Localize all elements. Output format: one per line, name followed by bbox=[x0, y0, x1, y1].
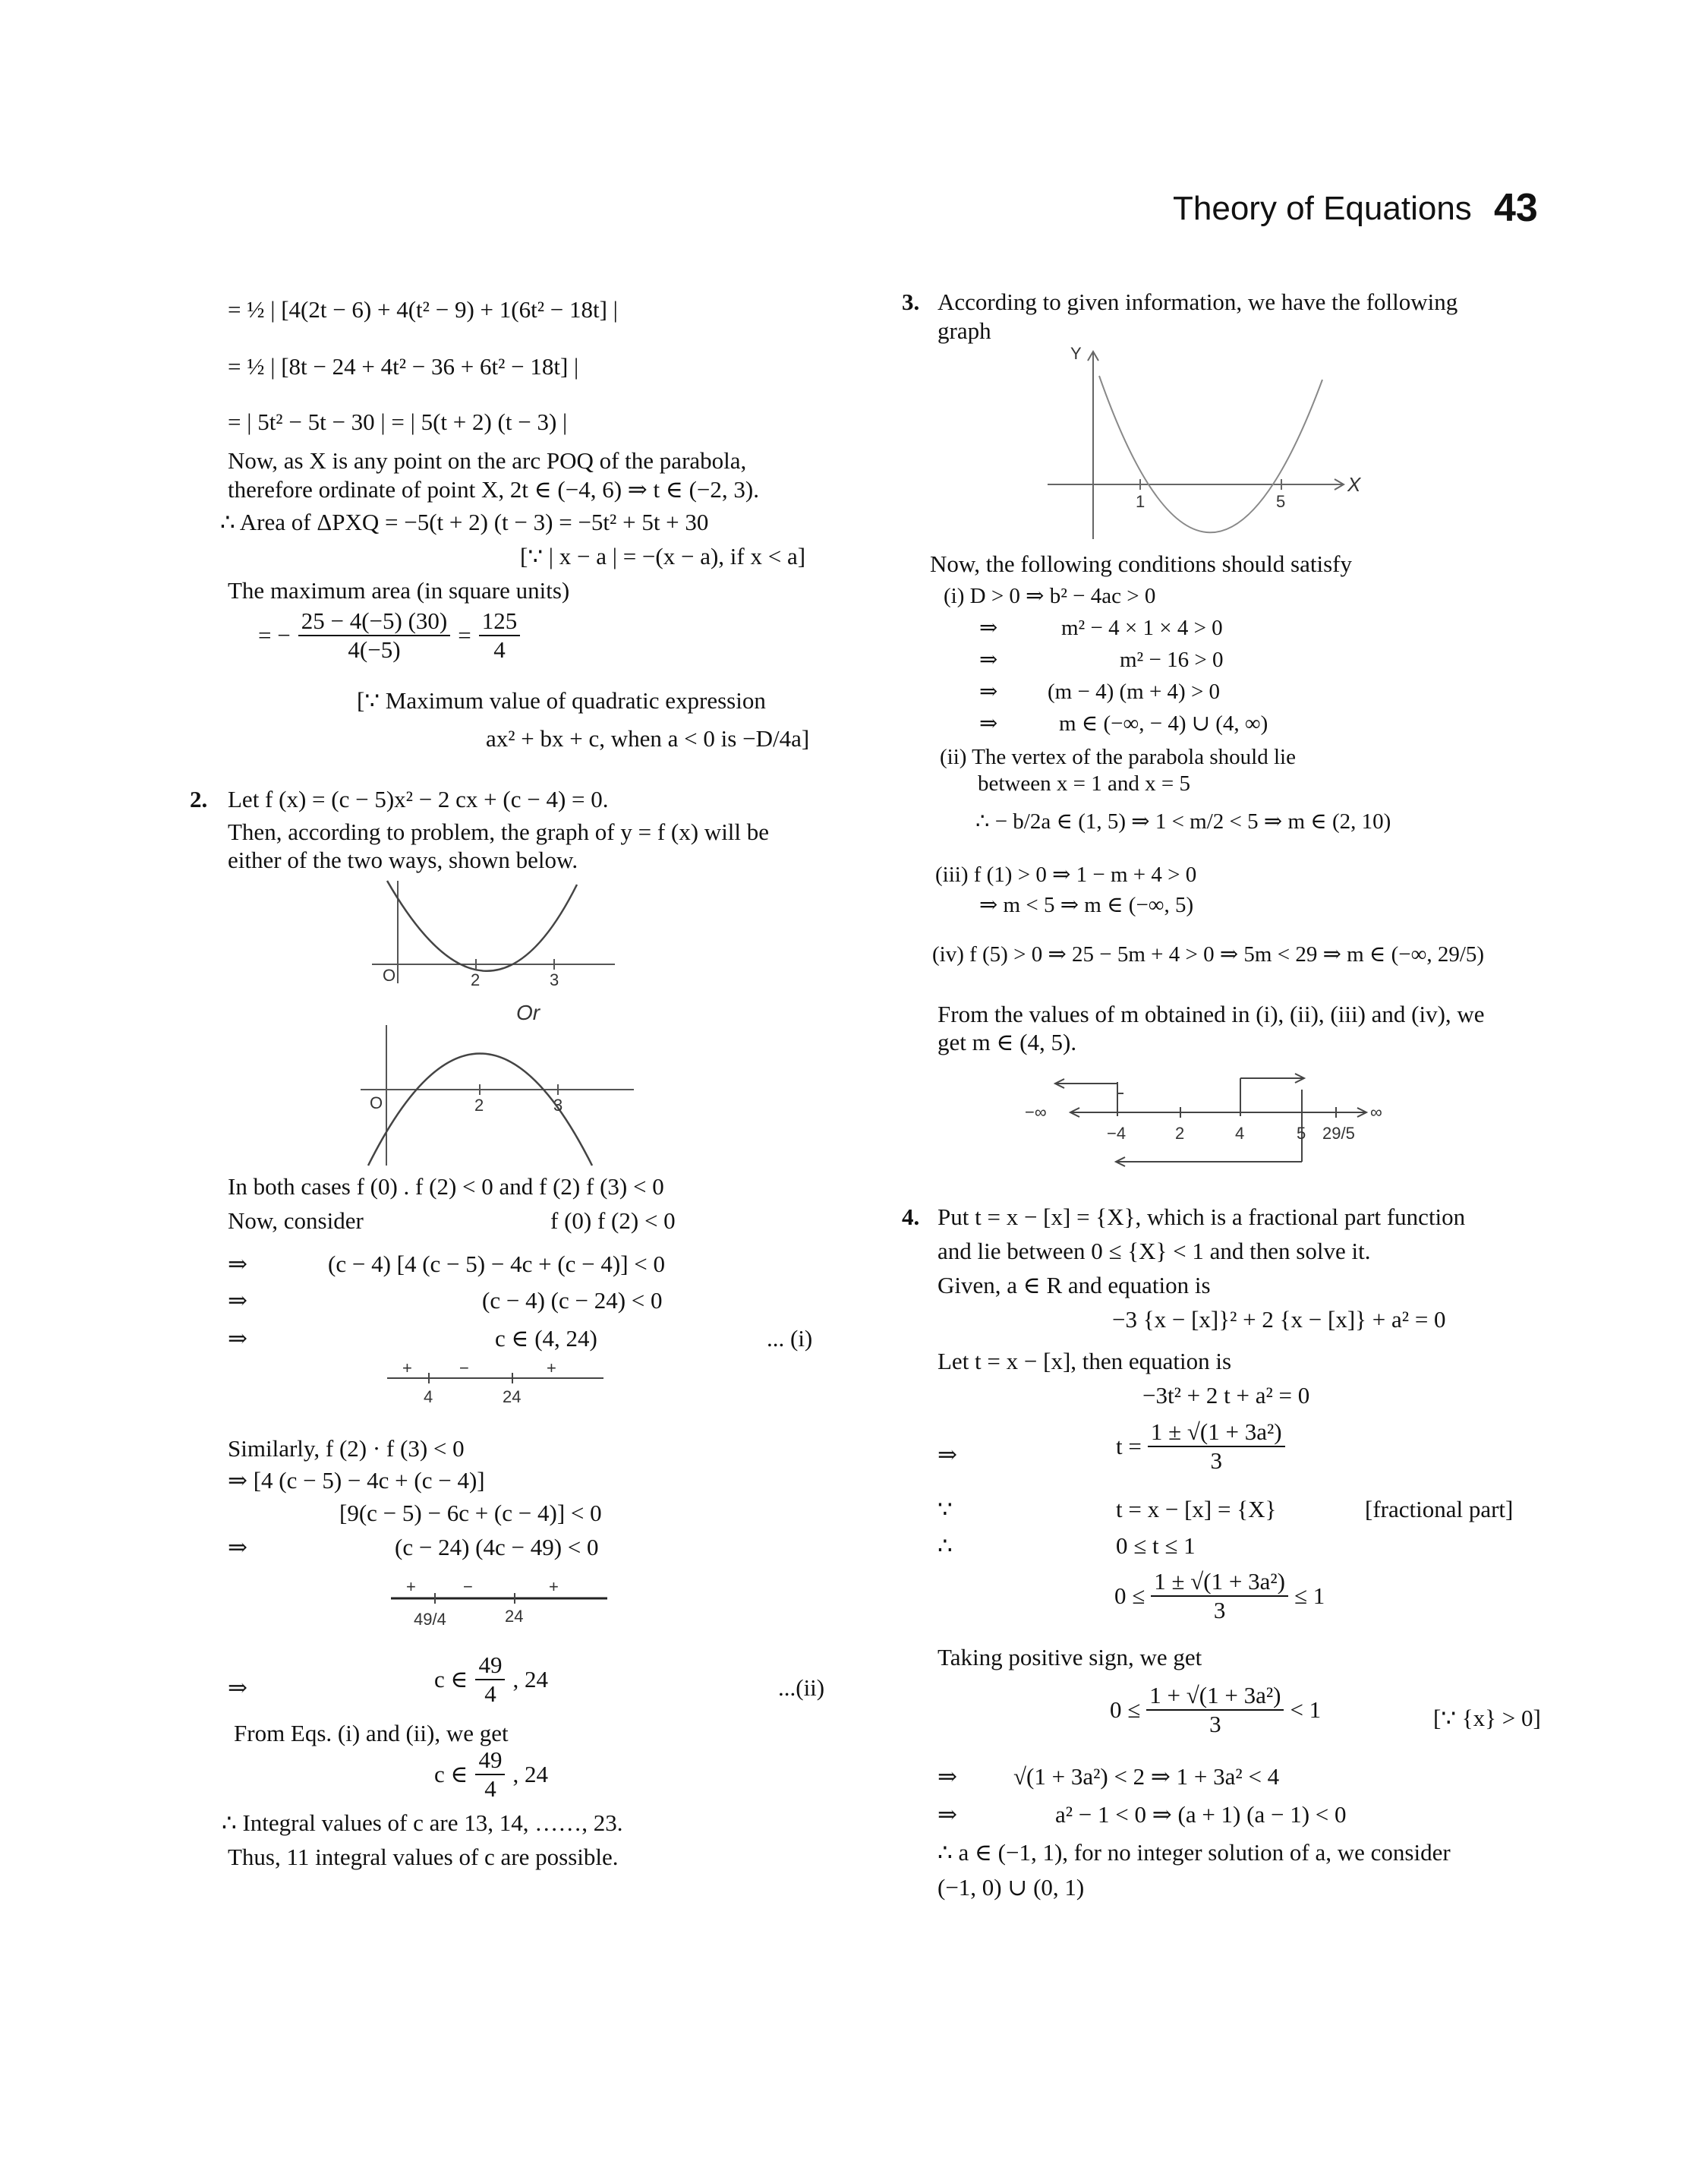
q3-cond-ii-a: (ii) The vertex of the parabola should lie bbox=[940, 745, 1296, 769]
q1-text-2: therefore ordinate of point X, 2t ∈ (−4, 6) ⇒ t ∈ (−2, 3). bbox=[228, 476, 759, 503]
running-header-title: Theory of Equations bbox=[1173, 190, 1472, 227]
q3-cond-i-b: m² − 16 > 0 bbox=[1120, 648, 1224, 672]
q2-result-1-num: 49 bbox=[475, 1651, 505, 1680]
q4-ineq2-pre: 0 ≤ bbox=[1110, 1696, 1141, 1723]
q2-conclusion: Thus, 11 integral values of c are possible. bbox=[228, 1844, 619, 1870]
nl1-sign-3: + bbox=[547, 1358, 556, 1377]
q2-step-6: (c − 24) (4c − 49) < 0 bbox=[395, 1534, 599, 1560]
arrow-3: ⇒ bbox=[228, 1325, 247, 1352]
nl1-sign-1: + bbox=[402, 1358, 412, 1377]
arrow-8: ⇒ bbox=[979, 680, 998, 704]
q3-cond-iv: (iv) f (5) > 0 ⇒ 25 − 5m + 4 > 0 ⇒ 5m < 29 ⇒ m ∈ (−∞, 29/5) bbox=[932, 942, 1485, 967]
graph2-tick-3: 3 bbox=[553, 1096, 563, 1115]
q2-result-2-num: 49 bbox=[475, 1746, 505, 1775]
q1-max-result-den: 4 bbox=[493, 636, 506, 663]
q4-inequality-2 bbox=[1110, 1682, 1321, 1738]
arrow-11: ⇒ bbox=[938, 1763, 957, 1790]
nl1-tick-24: 24 bbox=[503, 1387, 522, 1406]
q2-step-2: (c − 4) (c − 24) < 0 bbox=[482, 1287, 663, 1314]
q1-reason-2b: ax² + bx + c, when a < 0 is −D/4a] bbox=[486, 725, 810, 752]
arrow-4: ⇒ bbox=[228, 1534, 247, 1560]
arrow-12: ⇒ bbox=[938, 1801, 957, 1828]
q4-let-t: Let t = x − [x], then equation is bbox=[938, 1348, 1232, 1374]
q4-line-3: Given, a ∈ R and equation is bbox=[938, 1272, 1211, 1298]
q3-cond-ii-b: between x = 1 and x = 5 bbox=[978, 771, 1190, 796]
q4-final: (−1, 0) ∪ (0, 1) bbox=[938, 1874, 1085, 1901]
q4-t-fractional: t = x − [x] = {X} bbox=[1116, 1496, 1277, 1522]
nl2-tick-24: 24 bbox=[505, 1607, 524, 1626]
nl2-sign-2: − bbox=[463, 1577, 473, 1596]
q4-fractional-tag: [fractional part] bbox=[1365, 1496, 1514, 1522]
graph2-origin-label: O bbox=[370, 1093, 383, 1112]
nl2-sign-1: + bbox=[406, 1577, 416, 1596]
q2-result-1-den: 4 bbox=[484, 1680, 496, 1707]
arrow-5: ⇒ bbox=[228, 1674, 247, 1701]
q3-nl-tick-2: 2 bbox=[1175, 1124, 1185, 1143]
q2-integral-values: ∴ Integral values of c are 13, 14, ……, 23. bbox=[222, 1809, 623, 1836]
q2-graph-upward bbox=[372, 881, 622, 995]
q2-step-1: (c − 4) [4 (c − 5) − 4c + (c − 4)] < 0 bbox=[328, 1251, 666, 1277]
q2-similarly: Similarly, f (2) · f (3) < 0 bbox=[228, 1435, 465, 1462]
arrow-6: ⇒ bbox=[979, 616, 998, 640]
q4-number: 4. bbox=[902, 1203, 920, 1230]
q1-max-area-text: The maximum area (in square units) bbox=[228, 577, 570, 604]
q4-ineq1-frac bbox=[1151, 1568, 1288, 1624]
arrow-2: ⇒ bbox=[228, 1287, 247, 1314]
page-number: 43 bbox=[1494, 186, 1538, 230]
q2-step-5: [9(c − 5) − 6c + (c − 4)] < 0 bbox=[339, 1500, 602, 1526]
q2-line-1: Let f (x) = (c − 5)x² − 2 cx + (c − 4) = 0. bbox=[228, 786, 609, 812]
graph1-tick-2: 2 bbox=[471, 970, 481, 989]
q3-cond-iii-b: ⇒ m < 5 ⇒ m ∈ (−∞, 5) bbox=[979, 893, 1194, 917]
q3-nl-tick-29-5: 29/5 bbox=[1322, 1124, 1355, 1143]
q4-equation: −3 {x − [x]}² + 2 {x − [x]} + a² = 0 bbox=[1112, 1306, 1446, 1333]
q2-graph-downward bbox=[361, 1025, 641, 1169]
q2-result-1 bbox=[434, 1651, 548, 1708]
graph1-tick-3: 3 bbox=[550, 970, 559, 989]
q3-cond-i-c: (m − 4) (m + 4) > 0 bbox=[1048, 680, 1221, 704]
q3-conditions-intro: Now, the following conditions should satisfy bbox=[930, 550, 1352, 577]
q1-max-numerator: 25 − 4(−5) (30) bbox=[298, 607, 451, 636]
q3-graph bbox=[1048, 345, 1366, 543]
q4-range-a: ∴ a ∈ (−1, 1), for no integer solution of a, we consider bbox=[938, 1839, 1451, 1866]
nl2-tick-49-4: 49/4 bbox=[414, 1610, 446, 1629]
q3-cond-i: (i) D > 0 ⇒ b² − 4ac > 0 bbox=[944, 584, 1156, 608]
q4-t-num: 1 ± √(1 + 3a²) bbox=[1148, 1418, 1285, 1447]
q4-quadratic: −3t² + 2 t + a² = 0 bbox=[1142, 1382, 1310, 1409]
q4-ineq1-pre: 0 ≤ bbox=[1114, 1582, 1145, 1609]
q4-ineq2-frac bbox=[1146, 1682, 1284, 1738]
q4-ineq1-num: 1 ± √(1 + 3a²) bbox=[1151, 1568, 1288, 1597]
q3-nl-pos-inf: ∞ bbox=[1370, 1103, 1382, 1121]
q2-both-cases: In both cases f (0) . f (2) < 0 and f (2) f (3) < 0 bbox=[228, 1173, 664, 1200]
q3-nl-neg-inf: −∞ bbox=[1025, 1103, 1047, 1121]
graph2-tick-2: 2 bbox=[474, 1096, 484, 1115]
q1-max-prefix: = − bbox=[258, 622, 291, 648]
q2-result-2 bbox=[434, 1746, 548, 1803]
q1-max-result bbox=[479, 607, 521, 664]
q4-inequality-1 bbox=[1114, 1568, 1325, 1624]
arrow-7: ⇒ bbox=[979, 648, 998, 672]
q3-cond-ii-c: ∴ − b/2a ∈ (1, 5) ⇒ 1 < m/2 < 5 ⇒ m ∈ (2, 10) bbox=[975, 809, 1391, 834]
q4-t-den: 3 bbox=[1210, 1447, 1222, 1474]
therefore-symbol: ∴ bbox=[938, 1532, 953, 1559]
q4-positive-sign: Taking positive sign, we get bbox=[938, 1644, 1202, 1670]
q3-nl-tick-neg4: −4 bbox=[1107, 1124, 1127, 1143]
q4-t-range: 0 ≤ t ≤ 1 bbox=[1116, 1532, 1196, 1559]
nl1-tick-4: 4 bbox=[424, 1387, 433, 1406]
q3-line-2: graph bbox=[938, 317, 991, 344]
q1-reason: [∵ | x − a | = −(x − a), if x < a] bbox=[520, 543, 806, 569]
q3-cond-i-d: m ∈ (−∞, − 4) ∪ (4, ∞) bbox=[1059, 711, 1268, 736]
q3-tick-5: 5 bbox=[1276, 492, 1286, 511]
q2-result-2-frac bbox=[475, 1746, 505, 1803]
q2-consider-expr: f (0) f (2) < 0 bbox=[550, 1207, 676, 1234]
q4-step-1: √(1 + 3a²) < 2 ⇒ 1 + 3a² < 4 bbox=[1013, 1763, 1280, 1790]
q2-result-2-pre: c ∈ bbox=[434, 1761, 468, 1787]
q2-result-2-den: 4 bbox=[484, 1775, 496, 1802]
q2-consider: Now, consider bbox=[228, 1207, 364, 1234]
q4-ineq2-num: 1 + √(1 + 3a²) bbox=[1146, 1682, 1284, 1711]
q1-max-equals: = bbox=[458, 622, 471, 648]
q1-max-area-expr bbox=[258, 607, 520, 664]
q4-t-solution bbox=[1116, 1418, 1285, 1475]
q3-number: 3. bbox=[902, 289, 920, 315]
q2-tag-i: ... (i) bbox=[767, 1325, 813, 1352]
nl1-sign-2: − bbox=[459, 1358, 469, 1377]
arrow-10: ⇒ bbox=[938, 1441, 957, 1468]
q3-x-axis-label: X bbox=[1347, 473, 1361, 496]
q2-line-3: either of the two ways, shown below. bbox=[228, 847, 578, 873]
q1-area: ∴ Area of ΔPXQ = −5(t + 2) (t − 3) = −5t² + 5t + 30 bbox=[220, 509, 709, 535]
q4-t-pre: t = bbox=[1116, 1433, 1142, 1459]
q4-ineq1-den: 3 bbox=[1213, 1597, 1226, 1623]
q2-line-2: Then, according to problem, the graph of y = f (x) will be bbox=[228, 819, 770, 845]
arrow-9: ⇒ bbox=[979, 711, 998, 736]
q2-result-1-post: , 24 bbox=[512, 1666, 548, 1692]
q4-t-frac bbox=[1148, 1418, 1285, 1475]
q4-line-1: Put t = x − [x] = {X}, which is a fractional part function bbox=[938, 1203, 1466, 1230]
q1-step-2: = ½ | [8t − 24 + 4t² − 36 + 6t² − 18t] | bbox=[228, 353, 579, 380]
q4-step-2: a² − 1 < 0 ⇒ (a + 1) (a − 1) < 0 bbox=[1055, 1801, 1347, 1828]
q2-step-4: ⇒ [4 (c − 5) − 4c + (c − 4)] bbox=[228, 1467, 485, 1494]
q4-ineq2-post: < 1 bbox=[1290, 1696, 1322, 1723]
q3-tick-1: 1 bbox=[1136, 492, 1145, 511]
q2-tag-ii: ...(ii) bbox=[778, 1674, 825, 1701]
q3-nl-tick-5: 5 bbox=[1297, 1124, 1306, 1143]
q2-step-3: c ∈ (4, 24) bbox=[495, 1325, 597, 1352]
q3-cond-iii-a: (iii) f (1) > 0 ⇒ 1 − m + 4 > 0 bbox=[935, 863, 1197, 887]
q4-ineq2-tag: [∵ {x} > 0] bbox=[1433, 1705, 1541, 1731]
q3-nl-tick-4: 4 bbox=[1235, 1124, 1245, 1143]
q1-max-fraction bbox=[298, 607, 451, 664]
nl2-sign-3: + bbox=[549, 1577, 559, 1596]
q3-cond-i-a: m² − 4 × 1 × 4 > 0 bbox=[1061, 616, 1223, 640]
q1-step-3: = | 5t² − 5t − 30 | = | 5(t + 2) (t − 3) | bbox=[228, 409, 568, 435]
q2-from-eqs: From Eqs. (i) and (ii), we get bbox=[234, 1720, 509, 1746]
q2-result-2-post: , 24 bbox=[512, 1761, 548, 1787]
q4-ineq2-den: 3 bbox=[1209, 1711, 1221, 1737]
q2-result-1-frac bbox=[475, 1651, 505, 1708]
q1-max-denominator: 4(−5) bbox=[348, 636, 401, 663]
q1-max-result-num: 125 bbox=[479, 607, 521, 636]
q3-answer: get m ∈ (4, 5). bbox=[938, 1029, 1077, 1055]
q2-number-line-2 bbox=[391, 1572, 611, 1633]
q3-line-1: According to given information, we have the following bbox=[938, 289, 1458, 315]
q2-number-line-1 bbox=[387, 1355, 607, 1409]
q2-number: 2. bbox=[190, 786, 208, 812]
q3-y-axis-label: Y bbox=[1070, 344, 1082, 363]
q4-line-2: and lie between 0 ≤ {X} < 1 and then solve it. bbox=[938, 1238, 1371, 1264]
q1-reason-2a: [∵ Maximum value of quadratic expression bbox=[357, 687, 766, 714]
q3-number-line bbox=[1025, 1067, 1404, 1181]
graph-or-label: Or bbox=[516, 1001, 540, 1024]
q4-ineq1-post: ≤ 1 bbox=[1294, 1582, 1325, 1609]
graph1-origin-label: O bbox=[383, 966, 396, 985]
q1-text-1: Now, as X is any point on the arc POQ of the parabola, bbox=[228, 447, 747, 474]
arrow-1: ⇒ bbox=[228, 1251, 247, 1277]
because-symbol: ∵ bbox=[938, 1496, 953, 1522]
q3-from-values: From the values of m obtained in (i), (ii), (iii) and (iv), we bbox=[938, 1001, 1485, 1027]
q2-result-1-pre: c ∈ bbox=[434, 1666, 468, 1692]
q1-step-1: = ½ | [4(2t − 6) + 4(t² − 9) + 1(6t² − 18t] | bbox=[228, 296, 618, 323]
